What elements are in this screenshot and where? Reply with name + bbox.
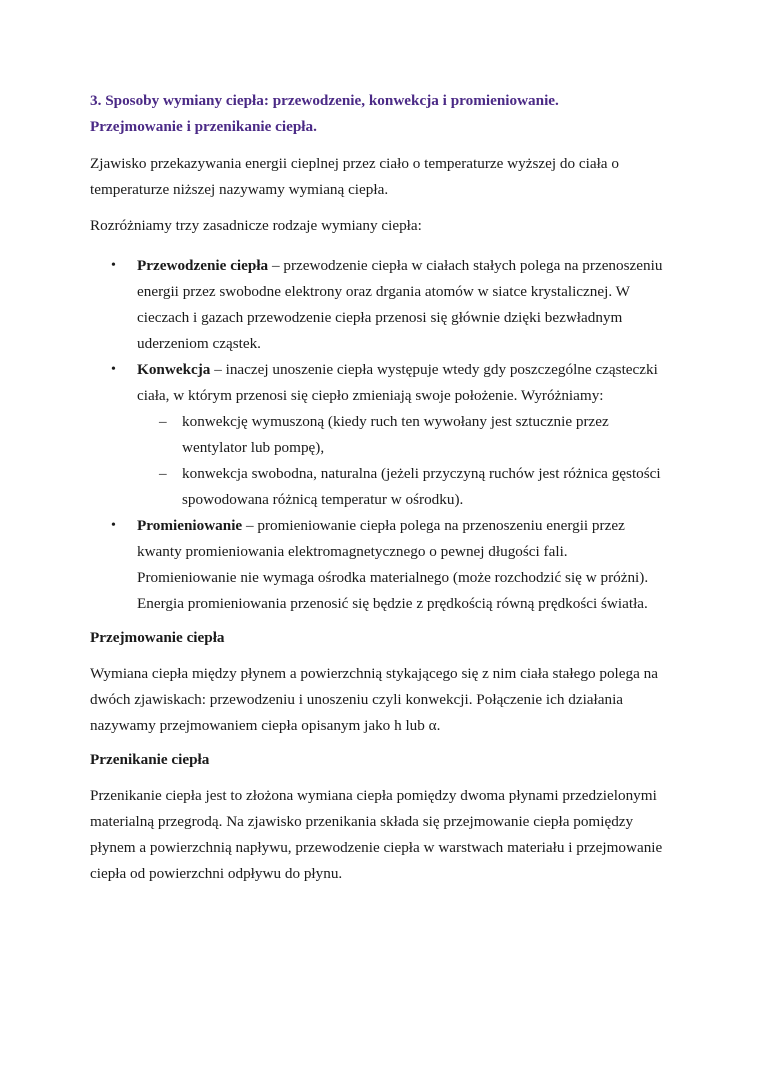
- document-title-line-1: 3. Sposoby wymiany ciepła: przewodzenie, konwekcja i promieniowanie.: [90, 92, 559, 109]
- section-heading-heat-penetration: Przenikanie ciepła: [90, 751, 210, 768]
- term-conduction: Przewodzenie ciepła: [137, 257, 269, 274]
- section-text-heat-transfer-coefficient: Wymiana ciepła między płynem a powierzchnią stykającego się z nim ciała stałego polega na dwóch zjawiskach: przewodzeniu i unoszeniu czyli konwekcji. Połączenie ich działania nazywamy przejmowaniem ciepła opisanym jako h lub α.: [90, 665, 658, 734]
- bullet-icon: •: [111, 362, 116, 377]
- convection-sublist: [137, 409, 670, 513]
- heat-exchange-types-list: [90, 253, 670, 617]
- list-item-radiation: [90, 513, 670, 617]
- sublist-item-forced-convection: [137, 409, 670, 461]
- description-conduction: – przewodzenie ciepła w ciałach stałych polega na przenoszeniu energii przez swobodne elektrony oraz drgania atomów w siatce krystalicznej. W cieczach i gazach przewodzenie ciepła przenosi się głównie dzięki bezwładnym uderzeniom cząstek.: [137, 257, 663, 352]
- description-radiation: – promieniowanie ciepła polega na przenoszeniu energii przez kwanty promieniowania elektromagnetycznego o pewnej długości fali. Promieniowanie nie wymaga ośrodka materialnego (może rozchodzić się w próżni). Energia promieniowania przenosić się będzie z prędkością równą prędkości światła.: [137, 517, 649, 612]
- dash-icon: –: [159, 465, 167, 482]
- bullet-icon: •: [111, 258, 116, 273]
- dash-icon: –: [159, 413, 167, 430]
- section-heading-heat-transfer-coefficient: Przejmowanie ciepła: [90, 629, 225, 646]
- term-radiation: Promieniowanie: [137, 517, 243, 534]
- list-item-conduction: [90, 253, 670, 357]
- term-convection: Konwekcja: [137, 361, 211, 378]
- list-item-convection: [90, 357, 670, 513]
- types-intro-paragraph: Rozróżniamy trzy zasadnicze rodzaje wymiany ciepła:: [90, 217, 422, 234]
- sublist-item-natural-convection: [137, 461, 670, 513]
- section-text-heat-penetration: Przenikanie ciepła jest to złożona wymiana ciepła pomiędzy dwoma płynami przedzielonymi materialną przegrodą. Na zjawisko przenikania składa się przejmowanie ciepła pomiędzy płynem a powierzchnią napływu, przewodzenie ciepła w warstwach materiału i przejmowanie ciepła od powierzchni odpływu do płynu.: [90, 787, 663, 882]
- bullet-icon: •: [111, 518, 116, 533]
- document-title-line-2: Przejmowanie i przenikanie ciepła.: [90, 118, 317, 135]
- sublist-item-text: konwekcję wymuszoną (kiedy ruch ten wywołany jest sztucznie przez wentylator lub pompę),: [182, 413, 609, 456]
- document-page: [90, 88, 670, 887]
- sublist-item-text: konwekcja swobodna, naturalna (jeżeli przyczyną ruchów jest różnica gęstości spowodowana różnicą temperatur w ośrodku).: [182, 465, 661, 508]
- intro-paragraph: Zjawisko przekazywania energii cieplnej przez ciało o temperaturze wyższej do ciała o temperaturze niższej nazywamy wymianą ciepła.: [90, 155, 619, 198]
- description-convection: – inaczej unoszenie ciepła występuje wtedy gdy poszczególne cząsteczki ciała, w którym przenosi się ciepło zmieniają swoje położenie. Wyróżniamy:: [137, 361, 658, 404]
